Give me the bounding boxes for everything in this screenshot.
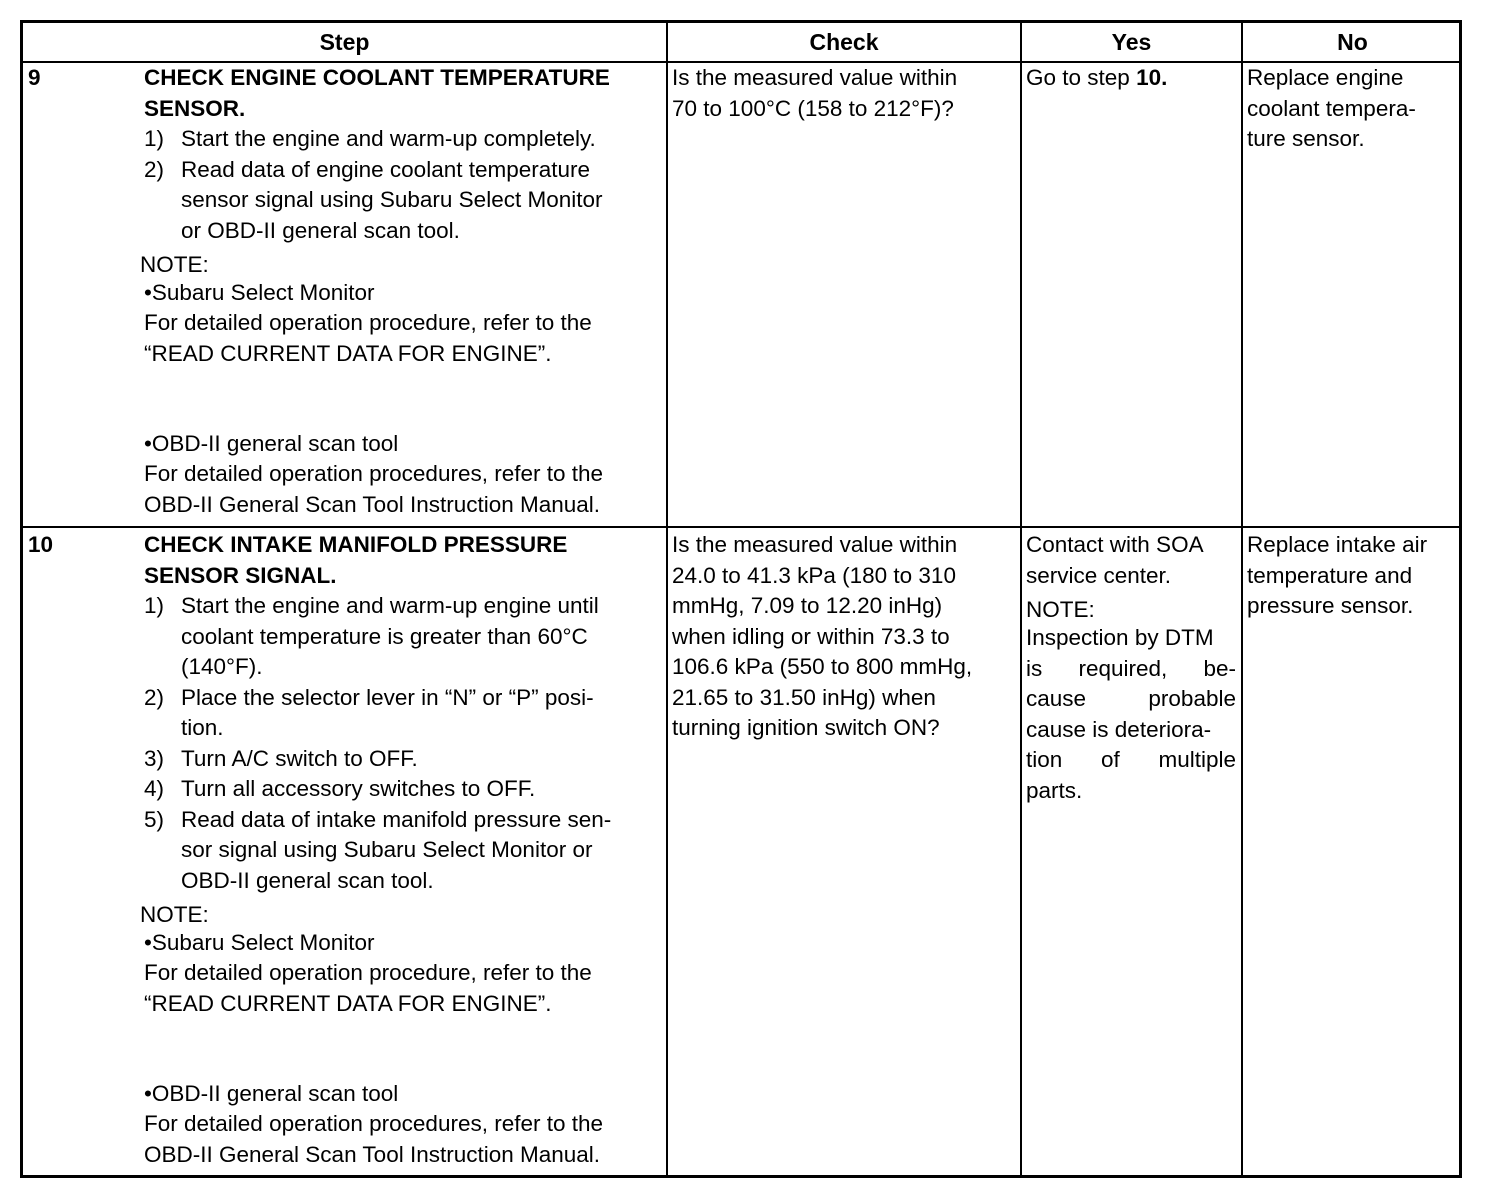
note-label: NOTE: bbox=[140, 252, 209, 277]
note-text: For detailed operation procedures, refer to the OBD-II General Scan Tool Instruction Manual. bbox=[144, 461, 604, 517]
column-divider bbox=[1241, 23, 1243, 1175]
diagnostic-table bbox=[20, 20, 1462, 1178]
row-divider bbox=[23, 526, 1459, 528]
procedure-item: 1) Start the engine and warm-up engine until coolant temperature is greater than 60°C (140°F). bbox=[144, 593, 599, 679]
no-action: Replace intake air temperature and pressure sensor. bbox=[1247, 532, 1428, 618]
note-bullet: •OBD-II general scan tool bbox=[144, 1081, 399, 1106]
procedure-item: 3) Turn A/C switch to OFF. bbox=[144, 745, 418, 771]
check-question: Is the measured value within 24.0 to 41.3 kPa (180 to 310 mmHg, 7.09 to 12.20 inHg) when idling or within 73.3 to 106.6 kPa (550 to 800 mmHg, 21.65 to 31.50 inHg) when turning ignition switch ON? bbox=[672, 532, 973, 740]
procedure-item: 1) Start the engine and warm-up completely. bbox=[144, 126, 596, 151]
note-bullet: •OBD-II general scan tool bbox=[144, 431, 399, 456]
column-divider bbox=[1020, 23, 1022, 1175]
yes-action: Go to step 10. bbox=[1026, 65, 1168, 90]
procedure-item: 2) Read data of engine coolant temperature sensor signal using Subaru Select Monitor or OBD-II general scan tool. bbox=[144, 156, 603, 243]
step-title: CHECK INTAKE MANIFOLD PRESSURE SENSOR SIGNAL. bbox=[144, 532, 568, 588]
step-reference: 10. bbox=[1136, 65, 1168, 90]
procedure-item: 4) Turn all accessory switches to OFF. bbox=[144, 776, 536, 801]
step-number: 9 bbox=[28, 65, 41, 90]
note-label: NOTE: bbox=[1026, 597, 1095, 622]
procedure-item: 2) Place the selector lever in “N” or “P” posi- tion. bbox=[144, 684, 594, 740]
note-bullet: •Subaru Select Monitor bbox=[144, 930, 375, 955]
note-bullet: •Subaru Select Monitor bbox=[144, 280, 375, 305]
no-action: Replace engine coolant tempera- ture sensor. bbox=[1247, 65, 1416, 151]
yes-action: Contact with SOA service center. NOTE: Inspection by DTM is required, be- cause probable cause is deteriora- tion of multiple parts. bbox=[1026, 530, 1236, 806]
step-instructions bbox=[140, 530, 664, 1170]
header-step: Step bbox=[319, 29, 370, 55]
note-text: For detailed operation procedure, refer to the “READ CURRENT DATA FOR ENGINE”. bbox=[144, 960, 592, 1016]
step-number: 10 bbox=[28, 532, 54, 557]
step-title: CHECK ENGINE COOLANT TEMPERATURE SENSOR. bbox=[144, 65, 610, 121]
check-question: Is the measured value within 70 to 100°C (158 to 212°F)? bbox=[672, 65, 958, 121]
header-no: No bbox=[1337, 29, 1368, 55]
column-divider bbox=[666, 23, 668, 1175]
note-text: For detailed operation procedure, refer to the “READ CURRENT DATA FOR ENGINE”. bbox=[144, 310, 592, 366]
procedure-item: 5) Read data of intake manifold pressure sen- sor signal using Subaru Select Monitor or OBD-II general scan tool. bbox=[144, 806, 612, 893]
procedure-list bbox=[144, 591, 664, 896]
procedure-list bbox=[144, 124, 664, 246]
step-instructions bbox=[140, 63, 664, 520]
header-yes: Yes bbox=[1111, 29, 1152, 55]
header-check: Check bbox=[809, 29, 879, 55]
note-text: Inspection by DTM is required, be- cause probable cause is deteriora- tion of multiple parts. bbox=[1026, 625, 1236, 803]
note-label: NOTE: bbox=[140, 902, 209, 927]
note-text: For detailed operation procedures, refer to the OBD-II General Scan Tool Instruction Manual. bbox=[144, 1111, 604, 1167]
